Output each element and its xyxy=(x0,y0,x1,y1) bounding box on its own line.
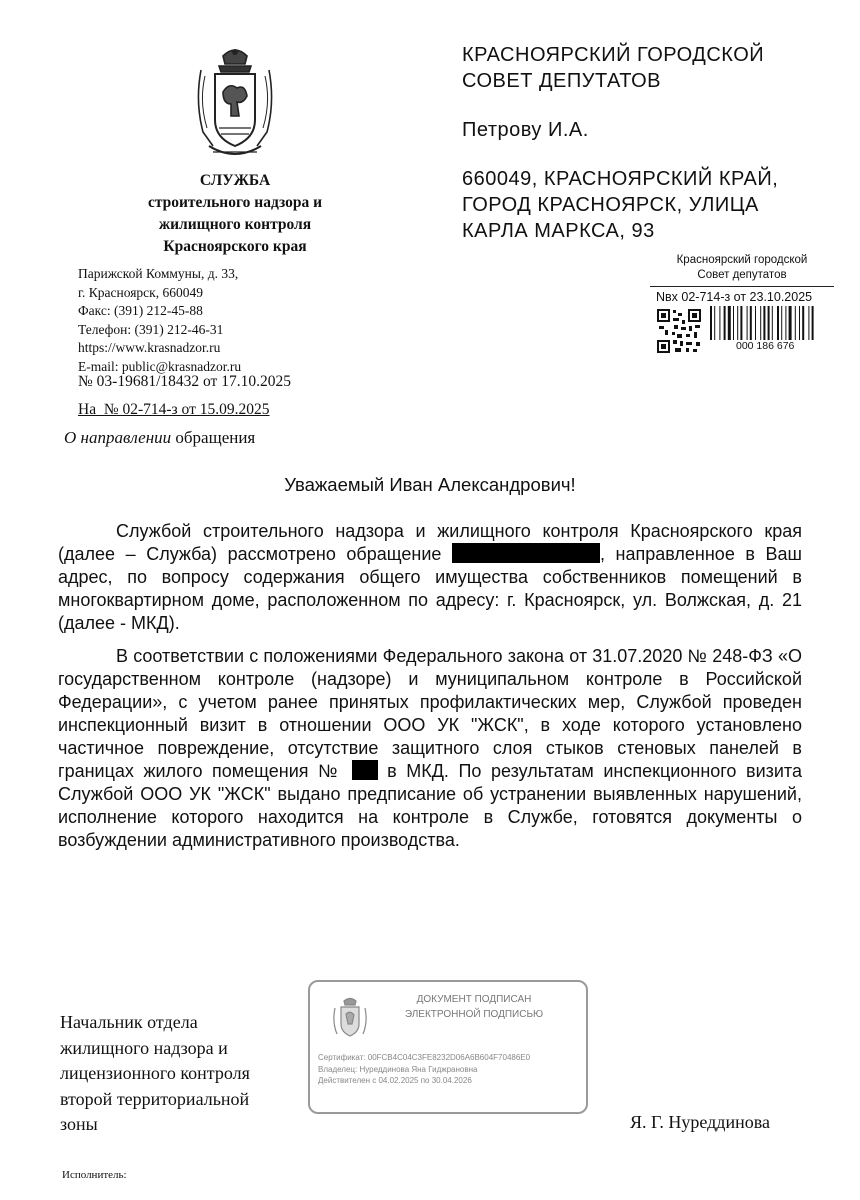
contact-line: Факс: (391) 212-45-88 xyxy=(78,303,203,319)
redacted-name xyxy=(452,543,600,563)
subject-italic: О направлении xyxy=(64,428,172,447)
barcode xyxy=(710,306,834,340)
subject-rest: обращения xyxy=(171,428,256,447)
contact-line: Телефон: (391) 212-46-31 xyxy=(78,321,224,337)
barcode-bar xyxy=(728,306,731,340)
paragraph-1-end: , направленное в Ваш адрес, по вопросу содержания общего имущества собственников помещений в многоквартирном доме, расположенном по адресу: г. Красноярск, ул. Волжская, д. 21 (далее - МКД). xyxy=(58,544,802,633)
ecp-certificate: Сертификат: 00FCB4C04C3FE8232D06A6B604F70486E0 xyxy=(318,1053,531,1062)
outgoing-number: № 03-19681/18432 от 17.10.2025 xyxy=(78,373,291,390)
barcode-bar xyxy=(812,306,814,340)
paragraph-2-start: В соответствии с положениями Федерального закона от 31.07.2020 № 248-ФЗ «О государственном контроле (надзоре) и муниципальном контроле в Российской Федерации», с учетом ранее принятых профилактических мер, Службой проведен инспекционный визит в отношении ООО УК "ЖСК", в ходе которого установлено частичное повреждение, отсутствие защитного слоя стыков стеновых панелей в границах жилого помещения № xyxy=(58,646,802,781)
position-line: зоны xyxy=(60,1114,98,1134)
barcode-number: 000 186 676 xyxy=(736,340,795,352)
stamp-org-line: Совет депутатов xyxy=(697,269,787,281)
barcode-bar xyxy=(808,306,809,340)
signatory-position xyxy=(60,1010,300,1138)
address-line: 660049, КРАСНОЯРСКИЙ КРАЙ, xyxy=(462,168,779,190)
ecp-validity: Действителен с 04.02.2025 по 30.04.2026 xyxy=(318,1076,472,1085)
recipient-organization xyxy=(462,42,842,94)
recipient-address xyxy=(462,166,842,244)
recipient-org-line: КРАСНОЯРСКИЙ ГОРОДСКОЙ xyxy=(462,44,765,66)
address-line: КАРЛА МАРКСА, 93 xyxy=(462,220,655,242)
barcode-bar xyxy=(733,306,734,340)
paragraph-1 xyxy=(58,520,802,635)
website-link[interactable]: https://www.krasnadzor.ru xyxy=(78,340,221,356)
coat-of-arms-emblem xyxy=(193,42,277,164)
ecp-title xyxy=(374,992,574,1022)
barcode-bar xyxy=(710,306,712,340)
barcode-bar xyxy=(724,306,726,340)
barcode-bar xyxy=(747,306,748,340)
reply-to-reference: На № 02-714-з от 15.09.2025 xyxy=(78,401,270,418)
executor-label: Исполнитель: xyxy=(62,1169,127,1181)
sender-org-line: Красноярского края xyxy=(163,238,307,255)
greeting: Уважаемый Иван Александрович! xyxy=(284,474,576,495)
barcode-bar xyxy=(785,306,786,340)
barcode-bar xyxy=(750,306,752,340)
electronic-signature-stamp xyxy=(308,980,588,1114)
redacted-apartment-number xyxy=(352,760,378,780)
barcode-bar xyxy=(768,306,770,340)
stamp-emblem-icon xyxy=(332,996,368,1040)
barcode-bar xyxy=(777,306,779,340)
barcode-bar xyxy=(714,306,715,340)
barcode-bar xyxy=(760,306,761,340)
ecp-owner: Владелец: Нуреддинова Яна Гиджрановна xyxy=(318,1064,478,1074)
barcode-bar xyxy=(789,306,792,340)
ecp-details xyxy=(318,1052,580,1087)
recipient-org-line: СОВЕТ ДЕПУТАТОВ xyxy=(462,70,662,92)
signatory-name: Я. Г. Нуреддинова xyxy=(630,1112,770,1132)
barcode-bar xyxy=(719,306,720,340)
registration-stamp-org xyxy=(652,253,832,283)
email-link[interactable]: E-mail: public@krasnadzor.ru xyxy=(78,358,242,374)
barcode-bar xyxy=(755,306,756,340)
position-line: лицензионного контроля xyxy=(60,1063,250,1083)
barcode-bar xyxy=(795,306,796,340)
barcode-bar xyxy=(781,306,782,340)
sender-organization xyxy=(130,170,340,258)
barcode-bar xyxy=(740,306,742,340)
barcode-bar xyxy=(737,306,738,340)
barcode-bar xyxy=(802,306,804,340)
paragraph-2 xyxy=(58,645,802,852)
barcode-bar xyxy=(772,306,773,340)
ecp-title-line: ДОКУМЕНТ ПОДПИСАН xyxy=(416,994,532,1005)
stamp-org-line: Красноярский городской xyxy=(676,254,808,266)
sender-contacts xyxy=(78,265,358,377)
paragraph-2-end: в МКД. По результатам инспекционного визита Службой ООО УК "ЖСК" выдано предписание об устранении выявленных нарушений, исполнение которого находится на контроле в Службе, готовятся документы о возбуждении административного производства. xyxy=(58,761,802,850)
address-line: ГОРОД КРАСНОЯРСК, УЛИЦА xyxy=(462,194,759,216)
paragraph-1-start: Службой строительного надзора и жилищного контроля Красноярского края (далее – Служба) рассмотрено обращение xyxy=(58,521,802,564)
registration-number: Nвх 02-714-з от 23.10.2025 xyxy=(656,290,813,304)
recipient-person: Петрову И.А. xyxy=(462,119,589,141)
qr-code xyxy=(656,308,702,354)
ecp-title-line: ЭЛЕКТРОННОЙ ПОДПИСЬЮ xyxy=(404,1009,544,1020)
contact-line: Парижской Коммуны, д. 33, xyxy=(78,266,239,281)
stamp-divider xyxy=(650,286,834,287)
contact-line: г. Красноярск, 660049 xyxy=(78,284,203,300)
barcode-bar xyxy=(799,306,800,340)
barcode-bar xyxy=(763,306,765,340)
position-line: Начальник отдела xyxy=(60,1012,198,1032)
position-line: второй территориальной xyxy=(60,1088,250,1109)
position-line: жилищного надзора и xyxy=(60,1037,228,1058)
sender-org-line: строительного надзора и xyxy=(147,194,323,211)
sender-org-line: СЛУЖБА xyxy=(199,172,271,189)
sender-org-line: жилищного контроля xyxy=(158,216,312,233)
subject-line xyxy=(64,428,255,448)
